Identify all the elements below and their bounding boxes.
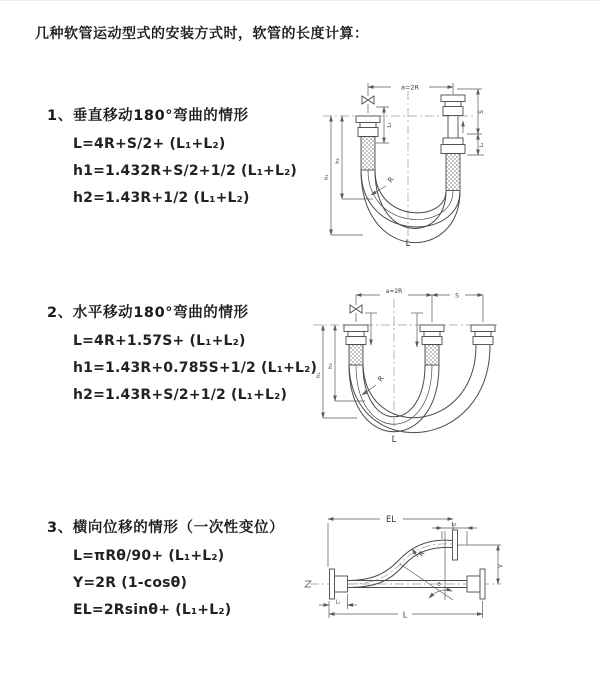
dim-label-a2r: a=2R: [400, 83, 420, 92]
dim-label-l1: L₁: [335, 599, 341, 606]
formula-line: EL=2Rsinθ+ (L₁+L₂): [73, 602, 232, 618]
diagram-horizontal-180-bend: [305, 282, 505, 445]
length-label: L: [405, 239, 411, 249]
dimension-top: [356, 292, 483, 322]
dim-label-l1: L₁: [387, 122, 393, 128]
dim-label-l2: L₂: [479, 142, 485, 148]
formula-line: Y=2R (1-cosθ): [73, 575, 188, 591]
page-title: 几种软管运动型式的安装方式时，软管的长度计算：: [35, 26, 369, 42]
formula-line: L=πRθ/90+ (L₁+L₂): [73, 548, 225, 564]
right-fitting: [441, 95, 465, 191]
angle-label: θ: [437, 582, 441, 588]
dim-label-l2: L₂: [451, 521, 457, 528]
dimension-el: [328, 519, 453, 567]
formula-line: L=4R+S/2+ (L₁+L₂): [73, 136, 226, 152]
angle-construction: [400, 531, 453, 600]
dim-label-el: EL: [385, 515, 397, 525]
radius-leader: [362, 385, 376, 395]
fittings: [344, 325, 495, 365]
formula-line: h1=1.432R+S/2+1/2 (L₁+L₂): [73, 163, 298, 179]
valve-icon: [350, 305, 362, 313]
section-1-heading: 1、垂直移动180°弯曲的情形: [47, 108, 249, 124]
section-2-heading: 2、水平移动180°弯曲的情形: [47, 305, 249, 321]
dim-label-l: L: [402, 610, 408, 620]
formula-line: h1=1.43R+0.785S+1/2 (L₁+L₂): [73, 360, 318, 376]
dim-label-h1: h₁: [316, 372, 322, 378]
dim-label-h2: h₂: [335, 158, 341, 164]
formula-line: L=4R+1.57S+ (L₁+L₂): [73, 333, 246, 349]
radius-label: R: [376, 374, 386, 384]
section-1: [47, 104, 297, 206]
section-2: [47, 301, 317, 403]
dim-label-a2r: a=2R: [385, 288, 403, 295]
dim-label-y: Y: [498, 564, 505, 568]
diagram-lateral-displacement: [300, 497, 510, 632]
diagram-vertical-180-bend: [305, 77, 505, 249]
formula-line: h2=1.43R+1/2 (L₁+L₂): [73, 190, 250, 206]
hose-arcs: [361, 170, 460, 243]
section-3-heading: 3、横向位移的情形（一次性变位）: [47, 520, 285, 536]
dim-label-h1: h₁: [324, 174, 330, 180]
radius-label: R: [417, 549, 427, 559]
radius-label: R: [386, 175, 396, 185]
centerlines: [313, 299, 497, 437]
dim-label-h2: h₂: [328, 363, 334, 369]
dim-label-s: S: [455, 292, 459, 300]
formula-line: h2=1.43R+S/2+1/2 (L₁+L₂): [73, 387, 288, 403]
length-label: L: [391, 435, 397, 445]
flanges: [330, 530, 486, 599]
section-3: [47, 516, 284, 618]
valve-icon: [362, 96, 374, 104]
dim-label-s: S: [478, 110, 485, 114]
